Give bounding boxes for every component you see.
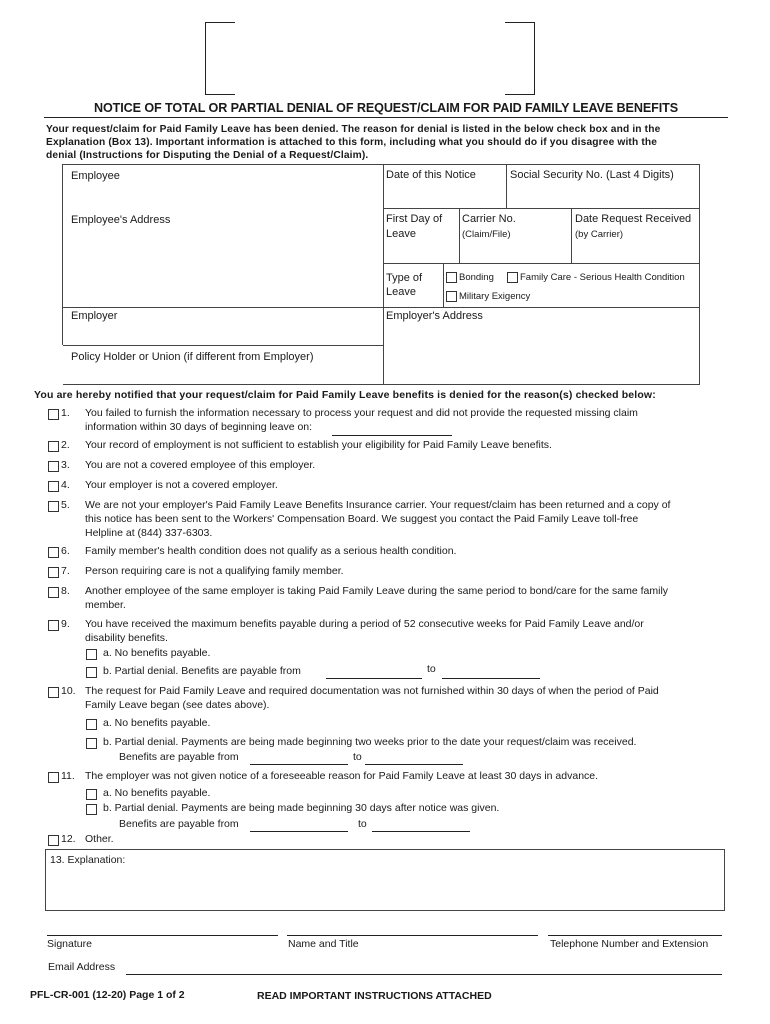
reason-10-checkbox[interactable] (48, 687, 59, 698)
reason-number: 3. (61, 459, 70, 471)
signature-line[interactable] (47, 935, 278, 936)
benefits-from-line[interactable] (326, 678, 422, 679)
explanation-box[interactable] (45, 849, 725, 911)
name-title-label: Name and Title (288, 938, 359, 950)
reason-text: disability benefits. (85, 632, 168, 644)
sub-option-text: a. No benefits payable. (103, 717, 211, 729)
form-code: PFL-CR-001 (12-20) Page 1 of 2 (30, 989, 185, 1001)
sub-option-text: b. Partial denial. Payments are being made beginning two weeks prior to the date your request/claim was received. (103, 736, 637, 748)
reason-text: You are not a covered employee of this employer. (85, 459, 316, 471)
reason-text: Family Leave began (see dates above). (85, 699, 270, 711)
date-request-sub: (by Carrier) (575, 229, 624, 240)
reason-7-checkbox[interactable] (48, 567, 59, 578)
reason-4-checkbox[interactable] (48, 481, 59, 492)
intro-text (46, 123, 726, 162)
table-divider (506, 164, 507, 208)
reason-10a-checkbox[interactable] (86, 719, 97, 730)
reason-12-checkbox[interactable] (48, 835, 59, 846)
reason-3-checkbox[interactable] (48, 461, 59, 472)
header-bracket-left (205, 22, 235, 95)
telephone-label: Telephone Number and Extension (550, 938, 709, 950)
employer-field[interactable]: Employer (71, 310, 118, 322)
family-care-checkbox[interactable] (507, 272, 518, 283)
reason-number: 7. (61, 565, 70, 577)
carrier-no-field[interactable]: Carrier No. (462, 213, 516, 225)
reason-number: 1. (61, 407, 70, 419)
reason-6-checkbox[interactable] (48, 547, 59, 558)
reason-text: You have received the maximum benefits payable during a period of 52 consecutive weeks for Paid Family Leave and/or (85, 618, 644, 630)
reason-number: 4. (61, 479, 70, 491)
reason-text: Another employee of the same employer is taking Paid Family Leave during the same period to bond/care for the same family (85, 585, 669, 597)
email-line[interactable] (126, 974, 722, 975)
table-divider (62, 345, 383, 346)
ssn-field[interactable]: Social Security No. (Last 4 Digits) (510, 169, 674, 181)
type-of-leave-label: Leave (386, 286, 416, 298)
benefits-from-line[interactable] (250, 764, 348, 765)
table-divider (571, 208, 572, 263)
reason-number: 10. (61, 685, 76, 697)
sub-option-text: b. Partial denial. Payments are being made beginning 30 days after notice was given. (103, 802, 500, 814)
date-of-notice-field[interactable]: Date of this Notice (386, 169, 476, 181)
benefits-to-line[interactable] (372, 831, 470, 832)
reason-5-checkbox[interactable] (48, 501, 59, 512)
reason-number: 9. (61, 618, 70, 630)
explanation-label: 13. Explanation: (50, 854, 126, 866)
policy-holder-field[interactable]: Policy Holder or Union (if different from Employer) (71, 351, 314, 363)
table-divider (383, 164, 384, 385)
reason-number: 2. (61, 439, 70, 451)
reason-text: The employer was not given notice of a foreseeable reason for Paid Family Leave at least 30 days in advance. (85, 770, 599, 782)
table-divider (383, 208, 700, 209)
instructions-note: READ IMPORTANT INSTRUCTIONS ATTACHED (257, 990, 492, 1002)
reason-number: 6. (61, 545, 70, 557)
military-exigency-label: Military Exigency (459, 291, 531, 302)
reason-number: 5. (61, 499, 70, 511)
military-exigency-checkbox[interactable] (446, 291, 457, 302)
name-title-line[interactable] (287, 935, 538, 936)
first-day-label: Leave (386, 228, 416, 240)
table-divider (443, 263, 444, 307)
benefits-from-line[interactable] (250, 831, 348, 832)
type-of-leave-label: Type of (386, 272, 423, 284)
employer-address-field[interactable]: Employer's Address (386, 310, 483, 322)
reason-text: Family member's health condition does not qualify as a serious health condition. (85, 545, 457, 557)
employee-address-field[interactable]: Employee's Address (71, 214, 171, 226)
family-care-label: Family Care - Serious Health Condition (520, 272, 685, 283)
reason-number: 11. (61, 770, 75, 782)
reason-10b-checkbox[interactable] (86, 738, 97, 749)
reason-11b-checkbox[interactable] (86, 804, 97, 815)
title-divider (44, 117, 728, 118)
reason-11a-checkbox[interactable] (86, 789, 97, 800)
reason-number: 12. (61, 833, 76, 845)
reason-text: Helpline at (844) 337-6303. (85, 527, 213, 539)
bonding-checkbox[interactable] (446, 272, 457, 283)
telephone-line[interactable] (548, 935, 722, 936)
carrier-no-sub: (Claim/File) (462, 229, 511, 240)
benefits-to-line[interactable] (442, 678, 540, 679)
sub-option-text: a. No benefits payable. (103, 647, 211, 659)
date-request-field[interactable]: Date Request Received (575, 213, 692, 225)
reason-8-checkbox[interactable] (48, 587, 59, 598)
denial-notice-heading: You are hereby notified that your request/claim for Paid Family Leave benefits is denied for the reason(s) checked below: (34, 389, 656, 401)
to-label: to (353, 751, 362, 763)
table-divider (62, 307, 700, 308)
to-label: to (358, 818, 367, 830)
bonding-label: Bonding (459, 272, 494, 283)
sub-option-text: Benefits are payable from (119, 818, 239, 830)
reason-9a-checkbox[interactable] (86, 649, 97, 660)
reason-text: You failed to furnish the information necessary to process your request and did not provide the requested missing claim (85, 407, 638, 419)
intro-line: Explanation (Box 13). Important information is attached to this form, including what you should do if you disagree with the (46, 137, 658, 148)
reason-text: Other. (85, 833, 114, 845)
to-label: to (427, 663, 436, 675)
reason-2-checkbox[interactable] (48, 441, 59, 452)
reason-number: 8. (61, 585, 70, 597)
reason-text: this notice has been sent to the Workers' Compensation Board. We suggest you contact the Paid Family Leave toll-free (85, 513, 639, 525)
reason-text: member. (85, 599, 126, 611)
reason-text: information within 30 days of beginning leave on: (85, 421, 313, 433)
reason-text: Your employer is not a covered employer. (85, 479, 278, 491)
leave-date-line[interactable] (332, 435, 452, 436)
sub-option-text: b. Partial denial. Benefits are payable from (103, 665, 301, 677)
form-title: NOTICE OF TOTAL OR PARTIAL DENIAL OF REQUEST/CLAIM FOR PAID FAMILY LEAVE BENEFITS (93, 101, 679, 115)
table-divider (383, 263, 700, 264)
reason-text: We are not your employer's Paid Family Leave Benefits Insurance carrier. Your request/claim has been returned and a copy of (85, 499, 671, 511)
reason-text: The request for Paid Family Leave and required documentation was not furnished within 30 days of when the period of Paid (85, 685, 659, 697)
header-bracket-right (505, 22, 535, 95)
reason-9b-checkbox[interactable] (86, 667, 97, 678)
reason-text: Person requiring care is not a qualifying family member. (85, 565, 344, 577)
reason-1-checkbox[interactable] (48, 409, 59, 420)
signature-label: Signature (47, 938, 92, 950)
table-divider (459, 208, 460, 263)
intro-line: denial (Instructions for Disputing the Denial of a Request/Claim). (46, 150, 369, 161)
reason-9-checkbox[interactable] (48, 620, 59, 631)
reason-text: Your record of employment is not sufficient to establish your eligibility for Paid Family Leave benefits. (85, 439, 552, 451)
benefits-to-line[interactable] (365, 764, 463, 765)
employee-field[interactable]: Employee (71, 170, 120, 182)
sub-option-text: a. No benefits payable. (103, 787, 211, 799)
table-gap (62, 345, 63, 385)
sub-option-text: Benefits are payable from (119, 751, 239, 763)
first-day-field[interactable]: First Day of (386, 213, 443, 225)
reason-11-checkbox[interactable] (48, 772, 59, 783)
intro-line: Your request/claim for Paid Family Leave has been denied. The reason for denial is listed in the below check box and in the (46, 124, 661, 135)
email-label: Email Address (48, 961, 116, 973)
